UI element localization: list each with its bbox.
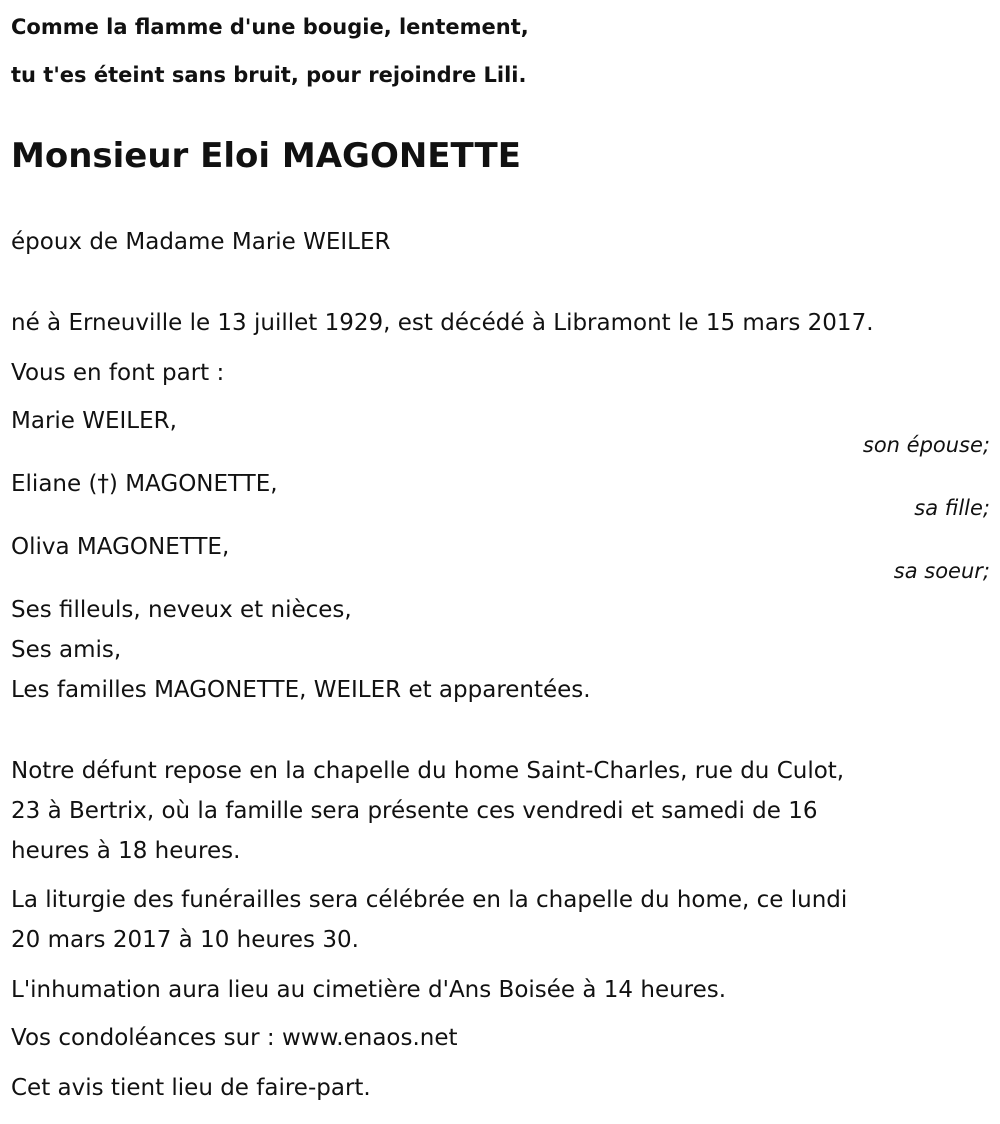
others-line: Ses amis, — [11, 637, 122, 663]
others-line: Ses filleuls, neveux et nièces, — [11, 597, 352, 623]
rest-line: 23 à Bertrix, où la famille sera présente ces vendredi et samedi de 16 — [11, 798, 818, 824]
epigraph-line-1: Comme la flamme d'une bougie, lentement, — [11, 15, 529, 39]
rest-line: Notre défunt repose en la chapelle du home Saint-Charles, rue du Culot, — [11, 758, 845, 784]
epigraph-line-2: tu t'es éteint sans bruit, pour rejoindre Lili. — [11, 63, 527, 87]
rest-line: heures à 18 heures. — [11, 838, 241, 864]
spouse-line: époux de Madame Marie WEILER — [11, 229, 391, 255]
family-member-relation: sa soeur; — [893, 559, 990, 583]
others-line: Les familles MAGONETTE, WEILER et apparentées. — [11, 677, 591, 703]
family-member-name: Eliane (†) MAGONETTE, — [11, 471, 278, 497]
deceased-name: Monsieur Eloi MAGONETTE — [11, 136, 521, 176]
condolences-line: Vos condoléances sur : www.enaos.net — [11, 1025, 458, 1051]
liturgy-line: La liturgie des funérailles sera célébrée en la chapelle du home, ce lundi — [11, 887, 848, 913]
family-member-relation: sa fille; — [914, 496, 990, 520]
burial-line: L'inhumation aura lieu au cimetière d'Ans Boisée à 14 heures. — [11, 977, 727, 1003]
family-member-relation: son épouse; — [862, 433, 990, 457]
family-member-name: Oliva MAGONETTE, — [11, 534, 230, 560]
liturgy-line: 20 mars 2017 à 10 heures 30. — [11, 927, 359, 953]
notice-line: Cet avis tient lieu de faire-part. — [11, 1075, 371, 1101]
family-member-name: Marie WEILER, — [11, 408, 177, 434]
birth-death-line: né à Erneuville le 13 juillet 1929, est décédé à Libramont le 15 mars 2017. — [11, 310, 874, 336]
announcers-intro: Vous en font part : — [11, 360, 225, 386]
